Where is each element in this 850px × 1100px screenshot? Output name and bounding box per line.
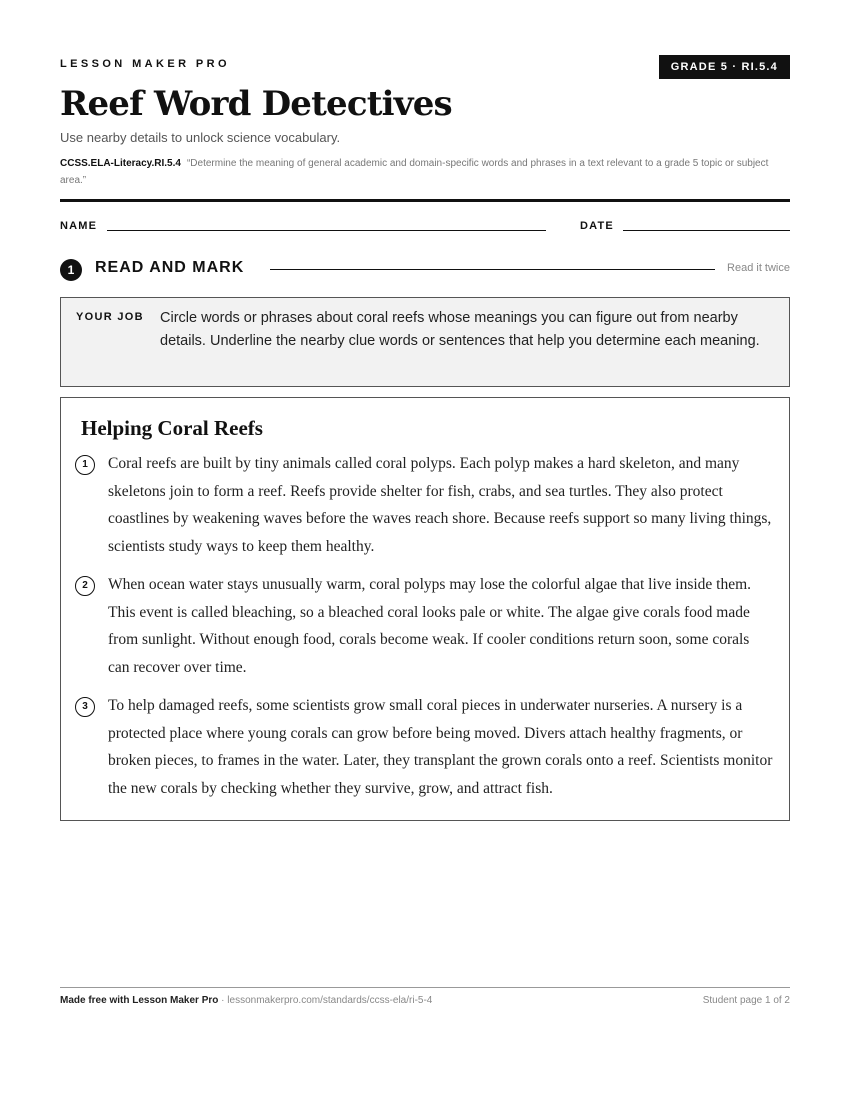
- paragraph: [75, 452, 775, 564]
- footer-credit: [60, 995, 432, 1006]
- grade-badge: GRADE 5 · RI.5.4: [659, 55, 790, 79]
- name-label: NAME: [60, 220, 98, 232]
- date-label: DATE: [580, 220, 614, 232]
- footer-separator: ·: [218, 995, 228, 1006]
- footer-made-with: Made free with Lesson Maker Pro: [60, 995, 219, 1006]
- paragraph-text[interactable]: Coral reefs are built by tiny animals called coral polyps. Each polyp makes a hard skeleton, and many skeletons join to form a reef. Reefs provide shelter for fish, crabs, and sea turtles. They also protect coastlines by weakening waves before the waves reach shore. Because reefs support so many living things, scientists study ways to keep them healthy.: [108, 455, 772, 555]
- section-note: Read it twice: [727, 262, 790, 274]
- worksheet-title: Reef Word Detectives: [60, 84, 452, 124]
- footer-page-info: Student page 1 of 2: [702, 995, 790, 1006]
- paragraph-number: 2: [75, 576, 95, 596]
- passage-box: [60, 397, 790, 821]
- footer-url[interactable]: lessonmakerpro.com/standards/ccss-ela/ri-5-4: [227, 995, 433, 1006]
- step-number-badge: 1: [60, 259, 82, 281]
- paragraph-number: 1: [75, 455, 95, 475]
- date-field[interactable]: [623, 230, 790, 231]
- name-field[interactable]: [107, 230, 546, 231]
- paragraph-text[interactable]: To help damaged reefs, some scientists grow small coral pieces in underwater nurseries. A nursery is a protected place where young corals can grow before being moved. Divers attach healthy fragments, or broken pieces, to frames in the water. Later, they transplant the grown corals onto a reef. Scientists monitor the new corals by checking whether they survive, grow, and attract fish.: [108, 697, 773, 797]
- section-header: [60, 258, 790, 282]
- footer-divider: [60, 987, 790, 988]
- job-label: YOUR JOB: [76, 311, 144, 323]
- section-rule: [270, 269, 715, 270]
- paragraph: [75, 694, 775, 806]
- standard-citation: [60, 155, 795, 189]
- standard-text: “Determine the meaning of general academic and domain-specific words and phrases in a text relevant to a grade 5 topic or subject area.”: [60, 158, 769, 186]
- standard-code: CCSS.ELA-Literacy.RI.5.4: [60, 158, 181, 169]
- passage-title: Helping Coral Reefs: [81, 416, 263, 440]
- instructions-box: [60, 297, 790, 387]
- job-text: Circle words or phrases about coral reefs whose meanings you can figure out from nearby details. Underline the nearby clue words or sentences that help you determine each meaning.: [160, 310, 760, 349]
- paragraph-text[interactable]: When ocean water stays unusually warm, coral polyps may lose the colorful algae that live inside them. This event is called bleaching, so a bleached coral looks pale or white. The algae give corals food made from sunlight. Without enough food, corals become weak. If cooler conditions return soon, some corals can recover over time.: [108, 576, 752, 676]
- section-title: READ AND MARK: [95, 259, 245, 276]
- brand-name: LESSON MAKER PRO: [60, 58, 230, 70]
- paragraph: [75, 573, 775, 685]
- paragraph-number: 3: [75, 697, 95, 717]
- worksheet-subtitle: Use nearby details to unlock science vocabulary.: [60, 130, 341, 145]
- header-divider: [60, 199, 790, 202]
